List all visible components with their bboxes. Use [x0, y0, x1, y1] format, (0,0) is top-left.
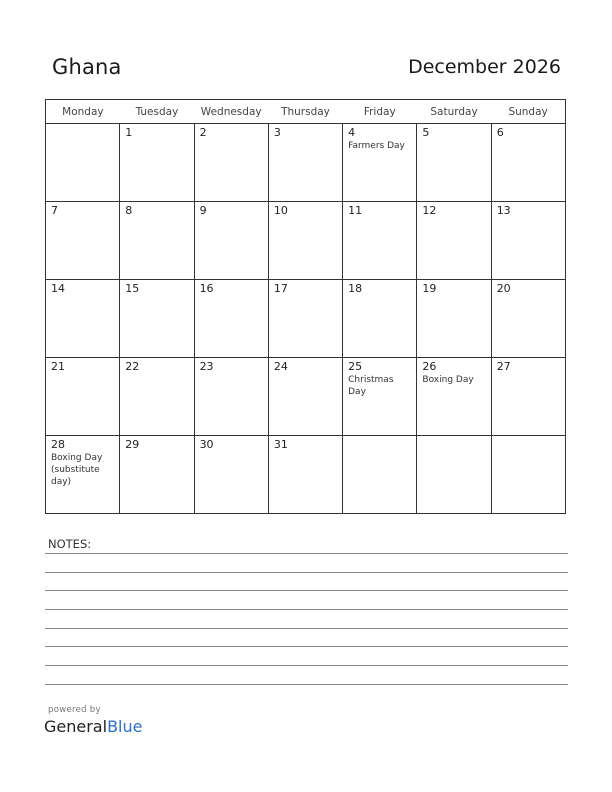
day-number: 14	[51, 282, 65, 295]
day-number: 6	[496, 126, 504, 139]
day-number: 29	[125, 438, 140, 451]
holiday-label	[195, 139, 264, 140]
day-number: 27	[496, 360, 511, 373]
calendar-grid	[45, 99, 566, 514]
day-number: 16	[199, 282, 214, 295]
holiday-label	[195, 451, 264, 452]
note-line	[45, 665, 568, 666]
day-cell	[491, 202, 565, 280]
holiday-label	[46, 217, 115, 218]
brand-logo[interactable]	[44, 717, 142, 736]
day-number: 12	[422, 204, 437, 217]
holiday-label	[492, 438, 561, 439]
day-number: 13	[496, 204, 511, 217]
notes-label: NOTES:	[48, 537, 92, 551]
day-number: 5	[422, 126, 430, 139]
day-cell	[194, 358, 268, 436]
holiday-label	[120, 217, 189, 218]
holiday-label: Boxing Day (substitute day)	[51, 453, 103, 487]
holiday-label	[269, 451, 338, 452]
weekday-header: Monday	[46, 100, 120, 124]
day-number: 4	[348, 126, 356, 139]
day-cell	[194, 202, 268, 280]
day-number: 26	[422, 360, 437, 373]
holiday-label	[195, 217, 264, 218]
day-number: 20	[496, 282, 511, 295]
day-number: 22	[125, 360, 140, 373]
day-cell	[46, 124, 120, 202]
holiday-label	[120, 451, 189, 452]
holiday-label	[492, 373, 561, 374]
day-number: 10	[273, 204, 288, 217]
day-cell	[417, 124, 491, 202]
holiday-label	[492, 217, 561, 218]
day-cell	[491, 358, 565, 436]
holiday-label	[195, 295, 264, 296]
powered-by-text: powered by	[48, 705, 101, 715]
holiday-label	[417, 217, 486, 218]
holiday-label	[46, 126, 115, 127]
week-row	[46, 358, 566, 436]
holiday-label	[417, 438, 486, 439]
holiday-label	[269, 295, 338, 296]
day-cell	[491, 436, 565, 514]
day-cell	[120, 202, 194, 280]
weekday-header: Wednesday	[194, 100, 268, 124]
weekday-header: Tuesday	[120, 100, 194, 124]
day-number: 3	[273, 126, 281, 139]
day-cell	[268, 124, 342, 202]
day-cell	[343, 358, 417, 436]
day-cell	[194, 124, 268, 202]
holiday-label	[417, 139, 486, 140]
holiday-label	[269, 217, 338, 218]
note-line	[45, 646, 568, 647]
day-cell	[120, 280, 194, 358]
note-line	[45, 609, 568, 610]
day-cell	[343, 202, 417, 280]
weekday-header: Friday	[343, 100, 417, 124]
holiday-label	[343, 217, 412, 218]
holiday-label	[269, 373, 338, 374]
note-line	[45, 684, 568, 685]
note-line	[45, 628, 568, 629]
day-cell	[417, 358, 491, 436]
day-cell	[194, 436, 268, 514]
holiday-label	[492, 295, 561, 296]
day-number: 25	[348, 360, 363, 373]
day-cell	[46, 436, 120, 514]
brand-general: General	[44, 717, 108, 736]
day-number: 30	[199, 438, 214, 451]
weekday-header: Saturday	[417, 100, 491, 124]
day-number: 24	[273, 360, 288, 373]
note-line	[45, 590, 568, 591]
holiday-label: Boxing Day	[422, 375, 474, 385]
day-cell	[268, 436, 342, 514]
month-year-title: December 2026	[408, 56, 561, 78]
holiday-label	[46, 295, 115, 296]
holiday-label	[46, 373, 115, 374]
weekday-header: Sunday	[491, 100, 565, 124]
day-cell	[417, 280, 491, 358]
day-number: 11	[348, 204, 363, 217]
holiday-label	[492, 139, 561, 140]
day-cell	[491, 124, 565, 202]
day-number: 28	[51, 438, 65, 451]
note-line	[45, 572, 568, 573]
holiday-label	[269, 139, 338, 140]
day-number: 9	[199, 204, 207, 217]
day-cell	[194, 280, 268, 358]
holiday-label	[120, 139, 189, 140]
day-number: 31	[273, 438, 288, 451]
day-cell	[268, 358, 342, 436]
day-cell	[120, 358, 194, 436]
day-cell	[120, 124, 194, 202]
day-number: 18	[348, 282, 363, 295]
week-row	[46, 436, 566, 514]
day-cell	[343, 280, 417, 358]
holiday-label	[120, 373, 189, 374]
day-cell	[343, 436, 417, 514]
day-cell	[46, 202, 120, 280]
day-number: 15	[125, 282, 140, 295]
holiday-label: Christmas Day	[348, 375, 394, 397]
day-number: 23	[199, 360, 214, 373]
day-number: 7	[51, 204, 58, 217]
day-number: 19	[422, 282, 437, 295]
note-line	[45, 553, 568, 554]
day-cell	[46, 280, 120, 358]
week-row	[46, 280, 566, 358]
day-cell	[491, 280, 565, 358]
brand-blue: Blue	[107, 717, 143, 736]
country-title: Ghana	[52, 55, 122, 79]
day-cell	[120, 436, 194, 514]
day-cell	[268, 280, 342, 358]
day-number: 21	[51, 360, 65, 373]
holiday-label: Farmers Day	[348, 141, 405, 151]
day-cell	[46, 358, 120, 436]
day-cell	[343, 124, 417, 202]
holiday-label	[343, 438, 412, 439]
weekday-header: Thursday	[268, 100, 342, 124]
day-number: 17	[273, 282, 288, 295]
holiday-label	[195, 373, 264, 374]
day-cell	[417, 202, 491, 280]
week-row	[46, 202, 566, 280]
holiday-label	[343, 295, 412, 296]
day-number: 1	[125, 126, 133, 139]
holiday-label	[120, 295, 189, 296]
day-cell	[268, 202, 342, 280]
week-row	[46, 124, 566, 202]
day-cell	[417, 436, 491, 514]
day-number: 2	[199, 126, 207, 139]
day-number: 8	[125, 204, 133, 217]
weekday-header-row	[46, 100, 566, 124]
holiday-label	[417, 295, 486, 296]
